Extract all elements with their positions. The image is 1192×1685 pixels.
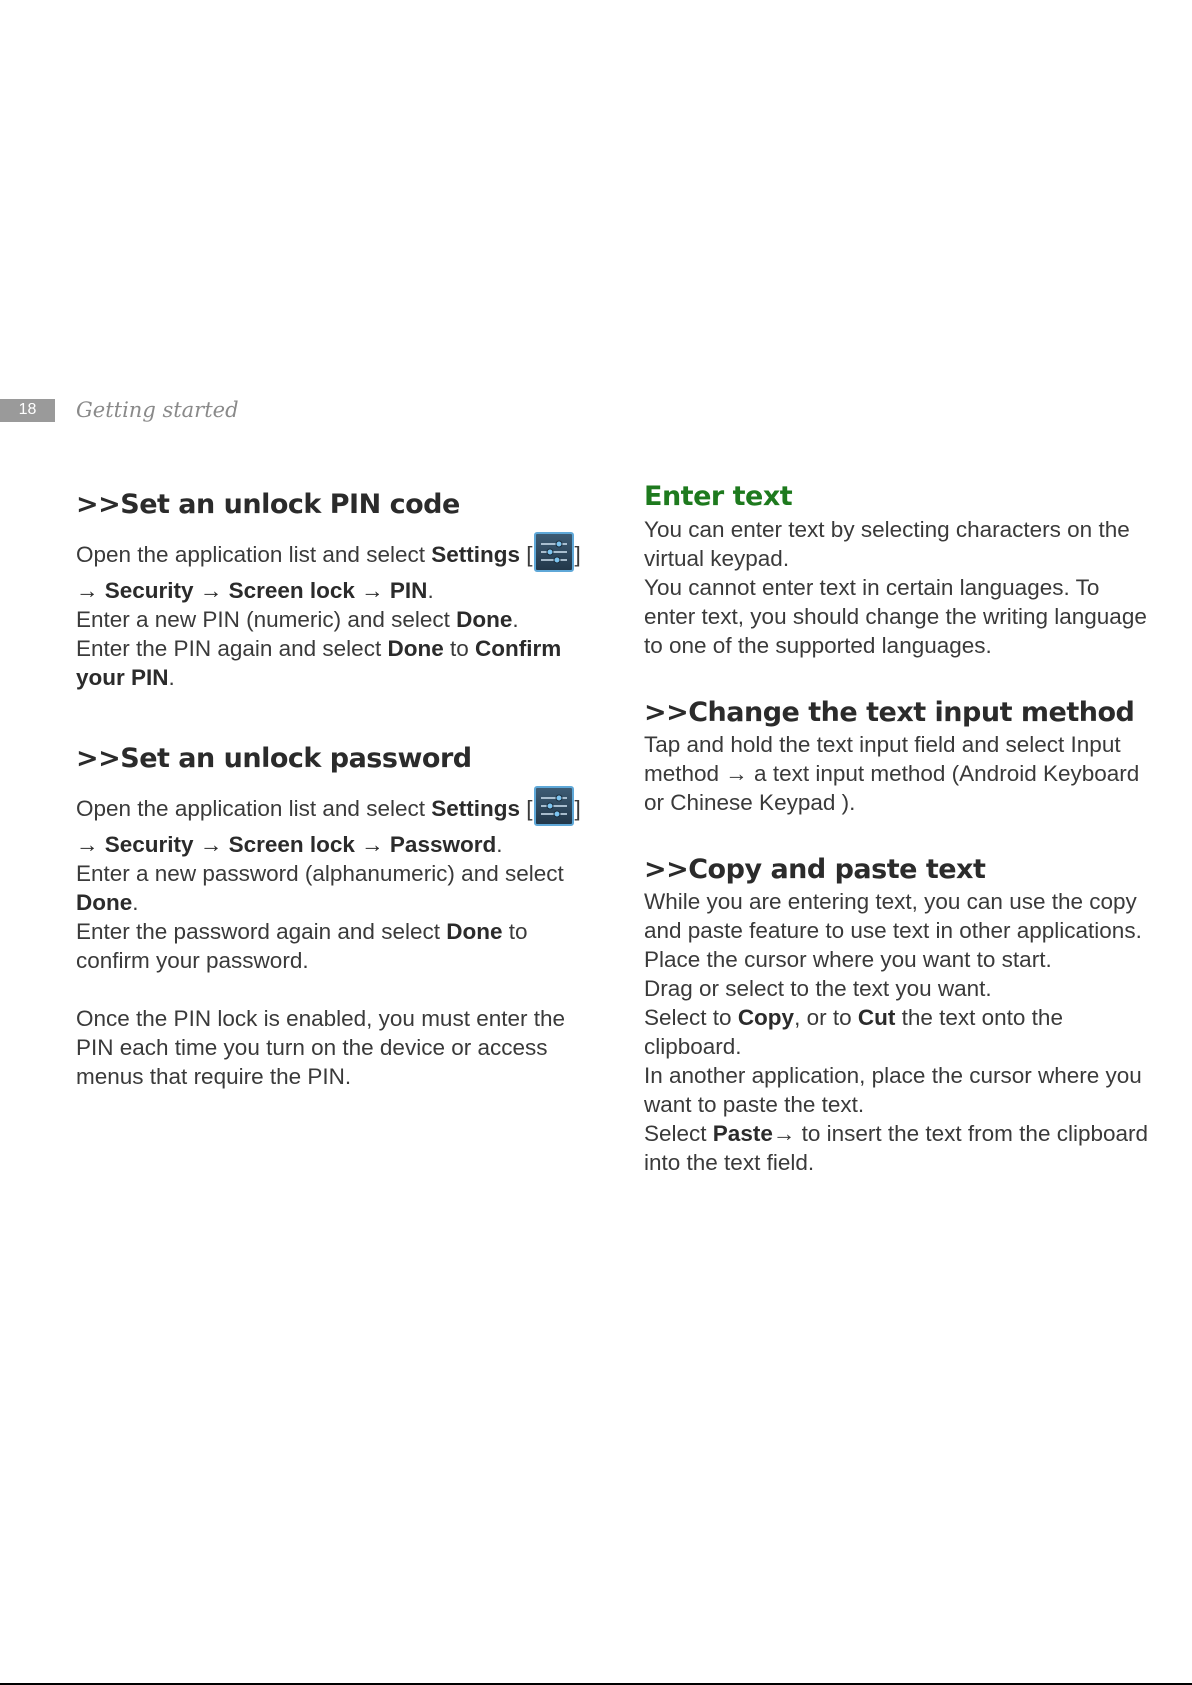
heading-copy-paste: >>Copy and paste text	[644, 854, 986, 885]
change-method-p1: Tap and hold the text input field and select Input method → a text input method (Android Keyboard or Chinese Keypad ).	[644, 732, 1140, 815]
text: → to insert the text from the clipboard into the text field.	[644, 1121, 1149, 1175]
arrow: →	[76, 578, 105, 603]
text: Enter the PIN again and select	[76, 636, 388, 661]
bracket: [	[526, 542, 533, 567]
arrow: →	[76, 832, 105, 857]
settings-sliders-icon	[534, 532, 574, 572]
text: Enter a new password (alphanumeric) and select	[76, 861, 564, 886]
settings-label: Settings	[431, 796, 520, 821]
pin-step-1	[76, 532, 596, 572]
text: , or to	[794, 1005, 858, 1030]
bracket: ]	[574, 796, 581, 821]
heading-change-input-method: >>Change the text input method	[644, 697, 1135, 728]
period: .	[496, 832, 503, 857]
password-step-3	[76, 917, 596, 975]
copy-paste-p6	[644, 1119, 1154, 1177]
pin-step-3	[76, 634, 596, 692]
page-number: 18	[0, 399, 55, 422]
password-step-path	[76, 830, 596, 859]
arrow: →	[354, 832, 390, 857]
confirm-pin-label: Confirm your PIN	[76, 636, 562, 690]
text: to	[443, 636, 475, 661]
done-label: Done	[387, 636, 444, 661]
pin-label: PIN	[389, 578, 428, 603]
pin-lock-note: Once the PIN lock is enabled, you must enter the PIN each time you turn on the device or access menus that require the PIN.	[76, 1006, 566, 1089]
copy-paste-p3: Drag or select to the text you want.	[644, 976, 992, 1001]
section-title: Getting started	[76, 398, 239, 422]
settings-label: Settings	[431, 542, 520, 567]
text: Select	[644, 1121, 713, 1146]
copy-paste-p5: In another application, place the cursor where you want to paste the text.	[644, 1063, 1142, 1117]
text: Open the application list and select	[76, 796, 432, 821]
text: to confirm your password.	[76, 919, 528, 973]
screen-lock-label: Screen lock	[228, 578, 355, 603]
password-step-1	[76, 786, 596, 826]
copy-paste-p1: While you are entering text, you can use the copy and paste feature to use text in other applications.	[644, 889, 1142, 943]
text: Open the application list and select	[76, 542, 432, 567]
text: Select to	[644, 1005, 738, 1030]
period: .	[132, 890, 139, 915]
text: Enter a new PIN (numeric) and select	[76, 607, 457, 632]
period: .	[168, 665, 175, 690]
done-label: Done	[446, 919, 503, 944]
security-label: Security	[104, 832, 194, 857]
pin-step-path	[76, 576, 596, 605]
cut-label: Cut	[857, 1005, 896, 1030]
enter-text-p1: You can enter text by selecting characters on the virtual keypad.	[644, 517, 1130, 571]
copy-label: Copy	[737, 1005, 795, 1030]
bracket: ]	[574, 542, 581, 567]
heading-enter-text: Enter text	[644, 481, 793, 512]
bracket: [	[526, 796, 533, 821]
text: the text onto the clipboard.	[644, 1005, 1063, 1059]
password-step-2	[76, 859, 596, 917]
copy-paste-p2: Place the cursor where you want to start.	[644, 947, 1052, 972]
arrow: →	[193, 832, 229, 857]
password-label: Password	[389, 832, 497, 857]
security-label: Security	[104, 578, 194, 603]
heading-unlock-pin: >>Set an unlock PIN code	[76, 489, 460, 520]
done-label: Done	[76, 890, 133, 915]
screen-lock-label: Screen lock	[228, 832, 355, 857]
period: .	[427, 578, 434, 603]
page-header	[0, 398, 239, 422]
pin-step-2	[76, 605, 596, 634]
right-column	[644, 481, 1154, 1177]
text: Enter the password again and select	[76, 919, 447, 944]
enter-text-p2: You cannot enter text in certain languages. To enter text, you should change the writing language to one of the supported languages.	[644, 575, 1147, 658]
done-label: Done	[456, 607, 513, 632]
arrow: →	[193, 578, 229, 603]
arrow: →	[354, 578, 390, 603]
heading-unlock-password: >>Set an unlock password	[76, 743, 472, 774]
left-column	[76, 488, 596, 1091]
paste-label: Paste	[712, 1121, 773, 1146]
period: .	[512, 607, 519, 632]
settings-sliders-icon	[534, 786, 574, 826]
copy-paste-p4	[644, 1003, 1154, 1061]
